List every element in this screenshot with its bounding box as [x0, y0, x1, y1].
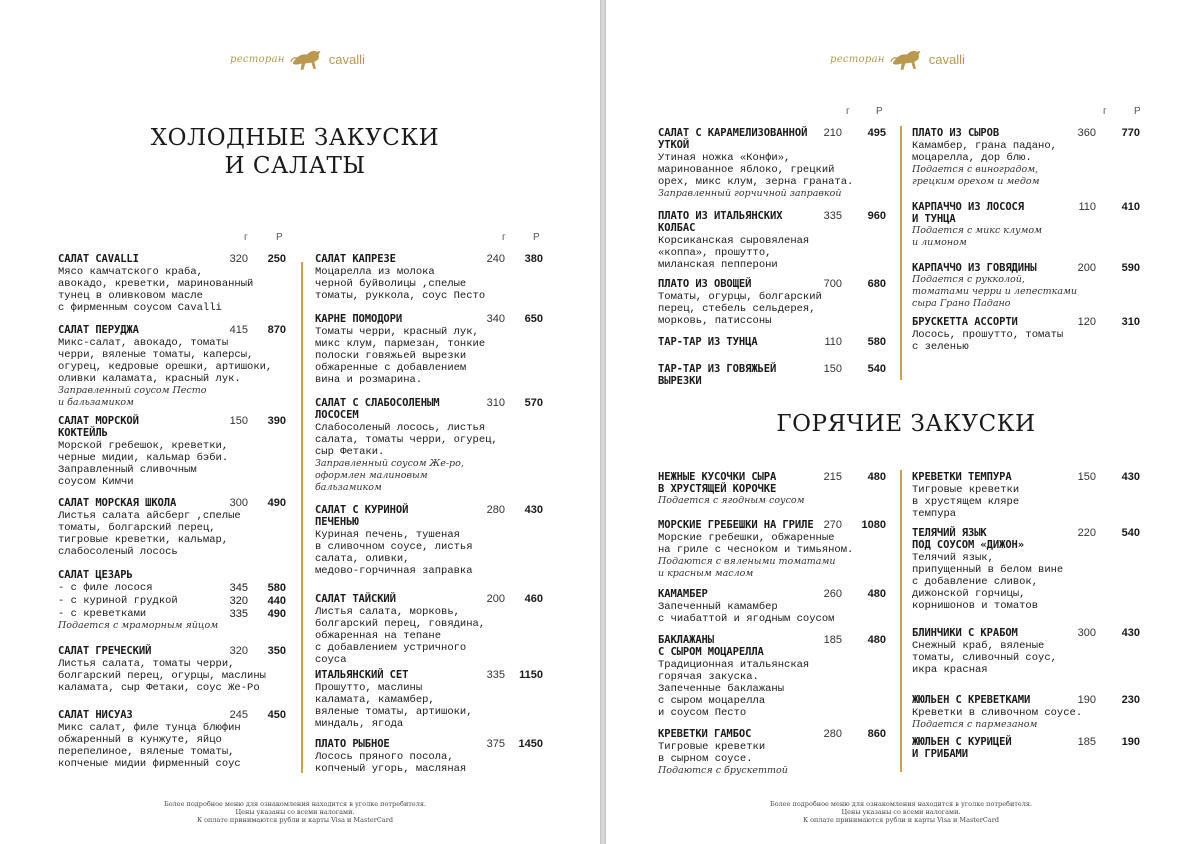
menu-item-name: САЛАТ ЦЕЗАРЬ [58, 569, 133, 581]
logo-brand-text: cavalli [328, 51, 365, 67]
menu-item [658, 210, 894, 271]
menu-item-price: 480 [867, 634, 886, 646]
menu-item-description: Камамбер, грана падано, моцарелла, дор блю. [912, 140, 1057, 164]
menu-item-weight: 310 [486, 397, 505, 409]
menu-item-name: ПЛАТО РЫБНОЕ [315, 738, 390, 750]
menu-item [658, 728, 894, 777]
menu-item [658, 588, 894, 625]
menu-sub-option [58, 595, 294, 607]
menu-sub-weight: 320 [229, 595, 248, 607]
menu-item-price: 1080 [861, 519, 886, 531]
menu-sub-weight: 345 [229, 582, 248, 594]
menu-item-weight: 700 [823, 278, 842, 290]
menu-item-name: САЛАТ МОРСКОЙ КОКТЕЙЛЬ [58, 415, 139, 439]
menu-item-price: 430 [1121, 627, 1140, 639]
menu-item-weight: 215 [823, 471, 842, 483]
menu-item [658, 127, 894, 200]
menu-sub-price: 580 [267, 582, 286, 594]
menu-item-name: ЖЮЛЬЕН С КУРИЦЕЙ И ГРИБАМИ [912, 736, 1012, 760]
menu-item [912, 627, 1150, 676]
menu-item [658, 471, 894, 507]
menu-item-price: 480 [867, 588, 886, 600]
menu-item [658, 363, 894, 387]
menu-item-note: Заправленный горчичной заправкой [658, 188, 842, 199]
menu-item-price: 580 [867, 336, 886, 348]
menu-item-weight: 220 [1077, 527, 1096, 539]
menu-item-name: САЛАТ ГРЕЧЕСКИЙ [58, 645, 152, 657]
menu-item-name: САЛАТ ТАЙСКИЙ [315, 593, 396, 605]
menu-item-price: 380 [524, 253, 543, 265]
menu-item-price: 540 [1121, 527, 1140, 539]
menu-item-price: 590 [1121, 262, 1140, 274]
menu-item [658, 634, 894, 719]
menu-item-price: 230 [1121, 694, 1140, 706]
menu-item-price: 860 [867, 728, 886, 740]
menu-item-note: Подаются с вялеными томатами и красным маслом [658, 556, 836, 579]
menu-item-description: Слабосоленый лосось, листья салата, томаты черри, огурец, сыр Фетаки. [315, 422, 498, 458]
menu-item-weight: 340 [486, 313, 505, 325]
menu-item-name: КАРПАЧЧО ИЗ ГОВЯДИНЫ [912, 262, 1037, 274]
menu-item-price: 870 [267, 324, 286, 336]
menu-item-price: 190 [1121, 736, 1140, 748]
menu-item-name: САЛАТ КАПРЕЗЕ [315, 253, 396, 265]
menu-item-weight: 280 [486, 504, 505, 516]
menu-item-description: Запеченный камамбер с чиабаттой и ягодным соусом [658, 601, 835, 625]
menu-item-weight: 150 [229, 415, 248, 427]
menu-item-name: МОРСКИЕ ГРЕБЕШКИ НА ГРИЛЕ [658, 519, 814, 531]
column-head-price: Р [276, 232, 283, 243]
menu-item-name: КАМАМБЕР [658, 588, 708, 600]
menu-item [58, 324, 294, 409]
menu-item-weight: 415 [229, 324, 248, 336]
menu-item-description: Листья салата, томаты черри, болгарский перец, огурцы, маслины каламата, сыр Фетаки, соус Же-Ро [58, 658, 266, 694]
menu-item-weight: 185 [823, 634, 842, 646]
footer-line: К оплате принимаются рубли и карты Visa и MasterCard [197, 816, 393, 824]
section-title-line: И САЛАТЫ [224, 153, 366, 179]
menu-item-price: 410 [1121, 201, 1140, 213]
menu-item-description: Моцарелла из молока черной буйволицы ,спелые томаты, руккола, соус Песто [315, 266, 486, 302]
column-head-price: Р [533, 232, 540, 243]
menu-item-note: Подается с мраморным яйцом [58, 620, 219, 631]
menu-item-name: БРУСКЕТТА АССОРТИ [912, 316, 1018, 328]
menu-item [58, 645, 294, 694]
menu-item-weight: 300 [229, 497, 248, 509]
column-head-grams: г [502, 232, 506, 243]
menu-item-description: Прошутто, маслины каламата, камамбер, вяленые томаты, артишоки, миндаль, ягода [315, 682, 473, 730]
menu-item-note: Подается с пармезаном [912, 719, 1038, 730]
menu-item-weight: 120 [1077, 316, 1096, 328]
menu-item [315, 738, 551, 775]
menu-sub-label: - с креветками [58, 608, 147, 620]
menu-item-name: САЛАТ С КАРАМЕЛИЗОВАННОЙ УТКОЙ [658, 127, 808, 151]
menu-item [315, 397, 551, 494]
menu-item-note: Подается с ягодным соусом [658, 495, 805, 506]
menu-item-description: Томаты, огурцы, болгарский перец, стебель сельдерея, морковь, патиссоны [658, 291, 822, 327]
menu-item-description: Утиная ножка «Конфи», маринованное яблоко, грецкий орех, микс клум, зерна граната. [658, 152, 854, 188]
menu-item [912, 316, 1150, 353]
section-title-line: ХОЛОДНЫЕ ЗАКУСКИ [150, 125, 440, 151]
menu-item-weight: 260 [823, 588, 842, 600]
footer-line: Цены указаны со всеми налогами. [841, 808, 961, 816]
gold-divider [301, 262, 303, 773]
menu-item-weight: 190 [1077, 694, 1096, 706]
footer-note [756, 800, 1046, 824]
menu-item [315, 253, 551, 302]
menu-item-description: Тигровые креветки в хрустящем кляре темпура [912, 484, 1020, 520]
menu-item-name: САЛАТ НИСУАЗ [58, 709, 133, 721]
menu-item-name: ИТАЛЬЯНСКИЙ СЕТ [315, 669, 409, 681]
menu-sub-weight: 335 [229, 608, 248, 620]
footer-line: К оплате принимаются рубли и карты Visa и MasterCard [803, 816, 999, 824]
logo-script-text: ресторан [830, 53, 885, 65]
menu-item-weight: 110 [1078, 201, 1096, 213]
menu-item [58, 497, 294, 558]
menu-item-price: 570 [524, 397, 543, 409]
menu-item-name: ПЛАТО ИЗ ОВОЩЕЙ [658, 278, 752, 290]
horse-logo-icon [289, 44, 325, 74]
menu-item-name: КРЕВЕТКИ ГАМБОС [658, 728, 752, 740]
menu-item-price: 1450 [518, 738, 543, 750]
section-title-hot: ГОРЯЧИЕ ЗАКУСКИ [776, 411, 1036, 437]
menu-item-name: ТЕЛЯЧИЙ ЯЗЫК ПОД СОУСОМ «ДИЖОН» [912, 527, 1024, 551]
menu-item-name: САЛАТ МОРСКАЯ ШКОЛА [58, 497, 177, 509]
column-head-grams: г [846, 106, 850, 117]
menu-item-description: Куриная печень, тушеная в сливочном соусе, листья салата, оливки, медово-горчичная заправка [315, 529, 473, 577]
menu-sub-option [58, 582, 294, 594]
menu-item-description: Томаты черри, красный лук, микс клум, пармезан, тонкие полоски говяжьей вырезки обжаренные с добавлением вина и розмарина. [315, 326, 486, 386]
horse-logo-icon [889, 44, 925, 74]
menu-item-description: Листья салата айсберг ,спелые томаты, болгарский перец, тигровые креветки, кальмар, слабосоленый лосось [58, 510, 241, 558]
menu-item-description: Корсиканская сыровяленая «коппа», прошутто, миланская пепперони [658, 235, 810, 271]
restaurant-logo [230, 42, 365, 76]
menu-item-description: Традиционная итальянская горячая закуска. Запеченные баклажаны с сыром моцарелла и соусом Песто [658, 659, 810, 719]
menu-item-price: 250 [267, 253, 286, 265]
menu-item-name: ПЛАТО ИЗ СЫРОВ [912, 127, 1000, 139]
logo-script-text: ресторан [230, 53, 285, 65]
menu-item-weight: 245 [229, 709, 248, 721]
menu-item-name: САЛАТ CAVALLI [58, 253, 139, 265]
menu-item-name: ПЛАТО ИЗ ИТАЛЬЯНСКИХ КОЛБАС [658, 210, 783, 234]
menu-item-description: Морские гребешки, обжаренные на гриле с чесноком и тимьяном. [658, 532, 854, 556]
menu-item-price: 650 [524, 313, 543, 325]
menu-item-name: САЛАТ С СЛАБОСОЛЕНЫМ ЛОСОСЕМ [315, 397, 440, 421]
menu-item [58, 709, 294, 770]
menu-item-description: Креветки в сливочном соусе. [912, 707, 1083, 719]
menu-item [658, 278, 894, 327]
menu-item-note: Подаются с брускеттой [658, 765, 788, 776]
menu-item-note: Заправленный соусом Же-ро, оформлен малиновым бальзамиком [315, 458, 464, 493]
menu-item-price: 680 [867, 278, 886, 290]
menu-item-description: Листья салата, морковь, болгарский перец, говядина, обжаренная на тепане с добавлением устричного соуса [315, 606, 486, 666]
menu-item-description: Лосось пряного посола, копченый угорь, масляная [315, 751, 467, 775]
menu-item-price: 480 [867, 471, 886, 483]
menu-item-description: Лосось, прошутто, томаты с зеленью [912, 329, 1064, 353]
menu-item-name: КРЕВЕТКИ ТЕМПУРА [912, 471, 1012, 483]
column-head-grams: г [1103, 106, 1107, 117]
menu-item-name: ТАР-ТАР ИЗ ТУНЦА [658, 336, 758, 348]
menu-item [315, 669, 551, 730]
menu-item-price: 460 [524, 593, 543, 605]
menu-item-name: БАКЛАЖАНЫ С СЫРОМ МОЦАРЕЛЛА [658, 634, 764, 658]
menu-item [58, 253, 294, 314]
menu-item-price: 450 [267, 709, 286, 721]
menu-item-price: 770 [1121, 127, 1140, 139]
menu-item-weight: 185 [1077, 736, 1096, 748]
menu-item-name: ЖЮЛЬЕН С КРЕВЕТКАМИ [912, 694, 1031, 706]
menu-item-name: БЛИНЧИКИ С КРАБОМ [912, 627, 1018, 639]
menu-sub-option [58, 608, 294, 620]
menu-item [912, 694, 1150, 731]
menu-item-weight: 320 [229, 253, 248, 265]
menu-item-name: САЛАТ С КУРИНОЙ ПЕЧЕНЬЮ [315, 504, 409, 528]
menu-item [315, 593, 551, 666]
footer-line: Цены указаны со всеми налогами. [235, 808, 355, 816]
menu-item-description: Мясо камчатского краба, авокадо, креветки, маринованный тунец в оливковом масле с фирменным соусом Cavalli [58, 266, 254, 314]
menu-item-weight: 210 [823, 127, 842, 139]
menu-item [912, 262, 1150, 310]
menu-item-weight: 200 [1077, 262, 1096, 274]
menu-item [912, 201, 1150, 249]
restaurant-logo [830, 42, 965, 76]
menu-item-weight: 200 [486, 593, 505, 605]
menu-item-name: САЛАТ ПЕРУДЖА [58, 324, 139, 336]
menu-item [58, 415, 294, 488]
menu-item-price: 1150 [519, 669, 543, 681]
menu-item-price: 540 [867, 363, 886, 375]
footer-line: Более подробное меню для ознакомления находится в уголке потребителя. [163, 800, 427, 808]
menu-item-price: 310 [1121, 316, 1140, 328]
footer-line: Более подробное меню для ознакомления находится в уголке потребителя. [769, 800, 1033, 808]
menu-item-description: Микс салат, филе тунца блюфин обжаренный в кунжуте, яйцо перепелиное, вяленые томаты, копченые мидии фирменный соус [58, 722, 241, 770]
column-head-price: Р [876, 106, 883, 117]
menu-item [315, 313, 551, 386]
menu-item-description: Снежный краб, вяленые томаты, сливочный соус, икра красная [912, 640, 1057, 676]
menu-item-price: 960 [867, 210, 886, 222]
menu-item-price: 430 [1121, 471, 1140, 483]
footer-note [150, 800, 440, 824]
column-head-grams: г [244, 232, 248, 243]
menu-item-note: Подается с рукколой, томатами черри и лепестками сыра Грано Падано [912, 274, 1077, 309]
menu-item [658, 519, 894, 580]
menu-item [58, 569, 294, 632]
menu-item-weight: 335 [823, 210, 842, 222]
gold-divider [900, 126, 902, 380]
menu-item-name: ТАР-ТАР ИЗ ГОВЯЖЬЕЙ ВЫРЕЗКИ [658, 363, 777, 387]
menu-item-weight: 240 [486, 253, 505, 265]
menu-item-weight: 300 [1077, 627, 1096, 639]
menu-item-price: 390 [267, 415, 286, 427]
menu-item [912, 527, 1150, 612]
menu-item-weight: 150 [823, 363, 842, 375]
menu-item-weight: 335 [486, 669, 505, 681]
logo-brand-text: cavalli [928, 51, 965, 67]
menu-item-name: НЕЖНЫЕ КУСОЧКИ СЫРА В ХРУСТЯЩЕЙ КОРОЧКЕ [658, 471, 777, 495]
menu-item-description: Телячий язык, припущенный в белом вине с добавление сливок, дижонской горчицы, корнишонов и томатов [912, 552, 1064, 612]
menu-sub-price: 440 [267, 595, 286, 607]
menu-item [658, 336, 894, 348]
menu-item [912, 471, 1150, 520]
section-title-cold [150, 124, 440, 180]
menu-item-weight: 375 [486, 738, 505, 750]
menu-item-weight: 280 [823, 728, 842, 740]
menu-item-name: КАРНЕ ПОМОДОРИ [315, 313, 403, 325]
menu-item-price: 490 [267, 497, 286, 509]
menu-page-right [606, 0, 1200, 844]
menu-item-note: Заправленный соусом Песто и бальзамиком [58, 385, 207, 408]
column-head-price: Р [1134, 106, 1141, 117]
menu-sub-price: 490 [267, 608, 286, 620]
menu-item-weight: 320 [229, 645, 248, 657]
menu-item-weight: 270 [823, 519, 842, 531]
menu-item-note: Подается с виноградом, грецким орехом и медом [912, 164, 1040, 187]
menu-item-price: 350 [267, 645, 286, 657]
menu-item-price: 430 [524, 504, 543, 516]
menu-sub-label: - с филе лосося [58, 582, 153, 594]
menu-item-description: Тигровые креветки в сырном соусе. [658, 741, 766, 765]
menu-item-weight: 110 [824, 336, 842, 348]
menu-item-description: Микс-салат, авокадо, томаты черри, вяленые томаты, каперсы, огурец, кедровые орешки, артишоки, оливки каламата, красный лук. [58, 337, 273, 385]
menu-item [315, 504, 551, 577]
menu-item-price: 495 [867, 127, 886, 139]
menu-item [912, 736, 1150, 760]
menu-item-note: Подается с микс клумом и лимоном [912, 225, 1043, 248]
menu-item-description: Морской гребешок, креветки, черные мидии, кальмар бэби. Заправленный сливочным соусом Кимчи [58, 440, 229, 488]
menu-sub-label: - с куриной грудкой [58, 595, 178, 607]
menu-item-weight: 150 [1077, 471, 1096, 483]
gold-divider [900, 470, 902, 772]
menu-item [912, 127, 1150, 188]
menu-item-name: КАРПАЧЧО ИЗ ЛОСОСЯ И ТУНЦА [912, 201, 1024, 225]
menu-item-weight: 360 [1077, 127, 1096, 139]
